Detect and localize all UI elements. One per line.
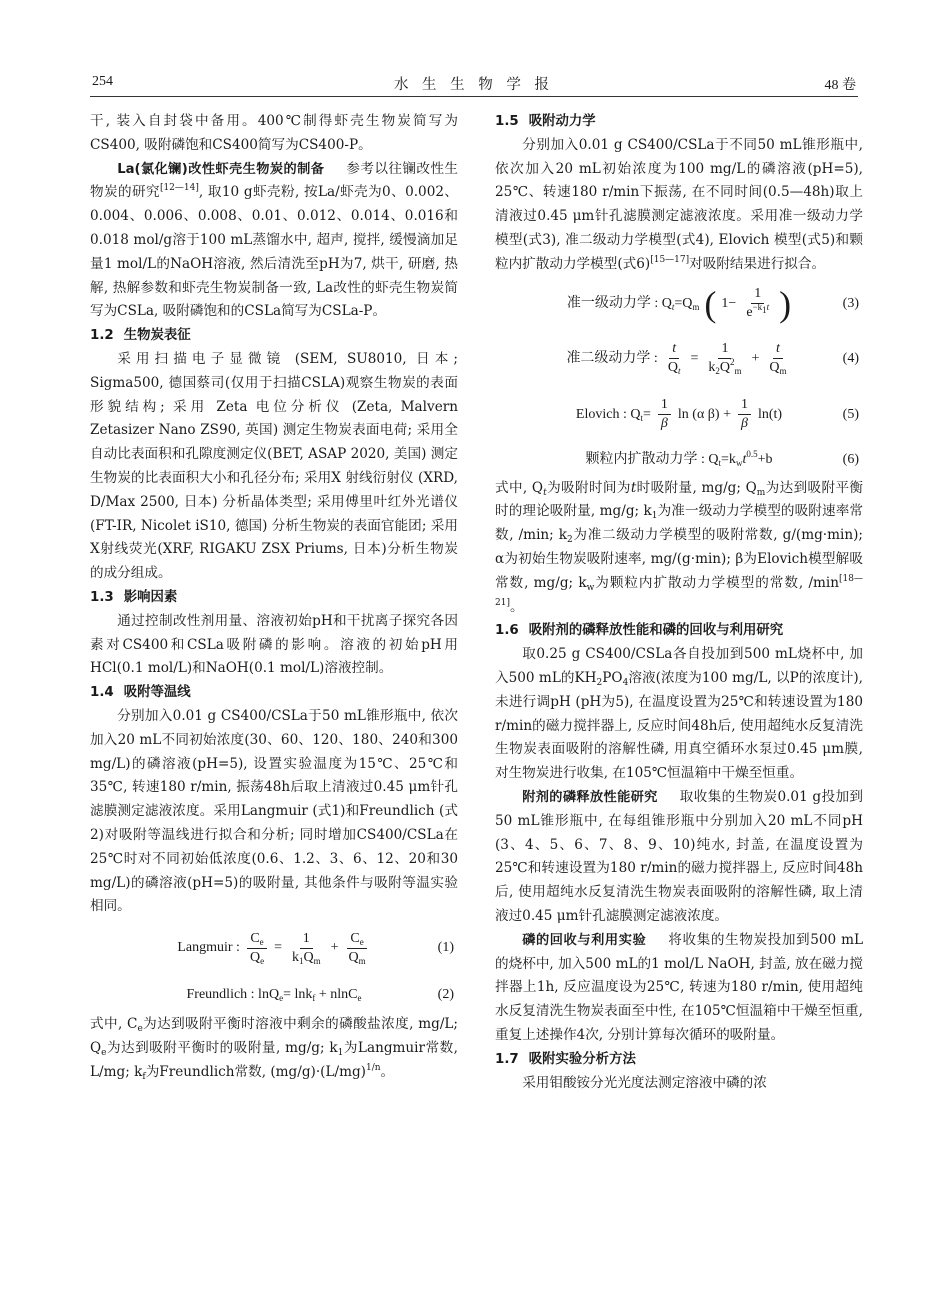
section-heading-1-7: 1.7 吸附实验分析方法: [495, 1051, 636, 1067]
runin-heading-la: La(氯化镧)改性虾壳生物炭的制备: [117, 161, 325, 177]
right-column: [495, 110, 863, 1095]
citation: [15—17]: [650, 254, 690, 265]
paragraph-kinetics-definitions: 式中, $Q_t$为吸附时间为t时吸附量, mg/g; $Q_m$为达到吸附平衡时的理论吸附量, mg/g; $k_1$为准一级动力学模型的吸附速率常数, /min; $k_2$为准二级动力学模型的吸附常数, g/(mg·min); α为初始生物炭吸附速率, mg/(g·min); β为Elovich模型解吸常数, mg/g; $k_w$为颗粒内扩散动力学模型的常数, /min[18—21]。: [495, 479, 864, 615]
paragraph-kinetics: 分别加入0.01 g CS400/CSLa于不同50 mL锥形瓶中, 依次加入20 mL初始浓度为100 mg/L的磷溶液(pH=5), 25℃、转速180 r/min下振荡, 在不同时间(0.5—48h)取上清液过0.45 μm针孔滤膜测定滤液浓度。采用准一级动力学模型(式3), 准二级动力学模型(式4), Elovich 模型(式5)和颗粒内扩散动力学模型(式6)[15—17]对吸附结果进行拟合。: [495, 136, 863, 272]
equation-number: (2): [437, 987, 454, 1003]
paragraph-characterization: 采用扫描电子显微镜 (SEM, SU8010, 日本; Sigma500, 德国蔡司(仅用于扫描CSLA)观察生物炭的表面形貌结构; 采用 Zeta 电位分析仪 (Zeta, Malvern Zetasizer Nano ZS90, 英国) 测定生物炭表面电荷; 采用全自动比表面积和孔隙度测定仪(BET, ASAP 2020, 美国) 测定生物炭的比表面积大小和孔径分布; 采用X 射线衍射仪 (XRD, D/Max 2500, 日本) 分析晶体类型; 采用傅里叶红外光谱仪(FT-IR, Nicolet iS10, 德国) 分析生物炭的表面官能团; 采用X射线荧光(XRF, RIGAKU ZSX Priums, 日本)分析生物炭的成分组成。: [90, 350, 458, 582]
paragraph-factors: 通过控制改性剂用量、溶液初始pH和干扰离子探究各因素对CS400和CSLa吸附磷的影响。溶液的初始pH用HCl(0.1 mol/L)和NaOH(0.1 mol/L)溶液控制。: [90, 612, 458, 677]
equation-5-elovich: Elovich : $Q_t=$ $\frac{1}{\beta}$ ln (α β) + $\frac{1}{\beta}$ ln(t) (5): [575, 397, 859, 432]
section-heading-1-3: 1.3 影响因素: [90, 589, 178, 605]
equation-6-intraparticle-diffusion: 颗粒内扩散动力学 : $Q_t=k_wt^{0.5}+b$ (6): [495, 443, 863, 477]
section-heading-1-5: 1.5 吸附动力学: [495, 114, 596, 129]
equation-2-freundlich: Freundlich : lnQ$_e$= lnk$_f$ + nlnC$_e$ (2): [90, 977, 458, 1013]
paragraph-cs400: 干, 装入自封袋中备用。400℃制得虾壳生物炭简写为CS400, 吸附磷饱和CS400简写为CS400-P。: [90, 113, 458, 153]
equation-number: (6): [842, 451, 859, 467]
paragraph-recovery: 磷的回收与利用实验 将收集的生物炭投加到500 mL的烧杯中, 加入500 mL的1 mol/L NaOH, 封盖, 放在磁力搅拌器上1h, 反应温度设为25℃, 转速为180 r/min, 使用超纯水反复清洗生物炭表面至中性, 在105℃恒温箱中干燥至恒重, 重复上述操作4次, 分别计算每次循环的吸附量。: [495, 931, 864, 1043]
paragraph-phosphorus-release: 取0.25 g CS400/CSLa各自投加到500 mL烧杯中, 加入500 mL的$KH_2PO_4$溶液(浓度为100 mg/L, 以P的浓度计), 未进行调pH (pH为5), 在温度设置为25℃和转速设置为180 r/min的磁力搅拌器上, 反应时间48h后, 使用超纯水反复清洗生物炭表面吸附的溶解性磷, 用真空循环水泵过0.45 μm膜, 对生物炭进行收集, 在105℃恒温箱中干燥至恒重。: [495, 646, 863, 782]
section-heading-1-6: 1.6 吸附剂的磷释放性能和磷的回收与利用研究: [495, 623, 784, 639]
equation-number: (3): [842, 295, 859, 311]
paragraph-analysis-method: 采用钼酸铵分光光度法测定溶液中磷的浓: [522, 1074, 767, 1091]
paragraph-la-preparation: La(氯化镧)改性虾壳生物炭的制备 参考以往镧改性生物炭的研究[12—14], 取10 g虾壳粉, 按La/虾壳为0、0.002、0.004、0.006、0.008、0.01、0.012、0.014、0.016和0.018 mol/g溶于100 mL蒸馏水中, 超声, 搅拌, 缓慢滴加足量1 mol/L的NaOH溶液, 然后清洗至pH为7, 烘干, 研磨, 热解, 热解参数和虾壳生物炭制备一致, La改性的虾壳生物炭简写为CSLa, 吸附磷饱和的CSLa简写为CSLa-P。: [90, 160, 459, 320]
citation: [12—14]: [159, 183, 199, 194]
page-number: 254: [92, 74, 113, 89]
equation-number: (1): [437, 940, 454, 956]
citation: [18—21]: [495, 573, 864, 608]
section-heading-1-2: 1.2 生物炭表征: [90, 328, 191, 344]
paragraph-isotherm-definitions: 式中, $C_e$为达到吸附平衡时溶液中剩余的磷酸盐浓度, mg/L; $Q_e$为达到吸附平衡时的吸附量, mg/g; $k_1$为Langmuir常数, L/mg; $k_f$为Freundlich常数, $(mg/g)\cdot(L/mg)^{1/n}$。: [90, 1016, 458, 1082]
paragraph-isotherm: 分别加入0.01 g CS400/CSLa于50 mL锥形瓶中, 依次加入20 mL不同初始浓度(30、60、120、180、240和300 mg/L)的磷溶液(pH=5), 设置实验温度为15℃、25℃和35℃, 转速180 r/min, 振荡48h后取上清液过0.45 μm针孔滤膜测定滤液浓度。采用Langmuir (式1)和Freundlich (式2)对吸附等温线进行拟合和分析; 同时增加CS400/CSLa在25℃时对不同初始低浓度(0.6、1.2、3、6、12、20和30 mg/L)的磷溶液(pH=5)的吸附量, 其他条件与吸附等温实验相同。: [90, 707, 458, 915]
equation-3-pseudo-first-order: 准一级动力学 : $Q_t=Q_m$ ( 1− $\frac{1}{e^{-k_1t}}$ ) (3): [566, 283, 859, 324]
journal-title: 水 生 生 物 学 报: [393, 77, 555, 93]
equation-4-pseudo-second-order: 准二级动力学 : $\frac{t}{Q_t}$ = $\frac{1}{k_2Q^2_m}$ + $\frac{t}{Q_m}$ (4): [566, 341, 859, 377]
runin-heading-release: 附剂的磷释放性能研究: [522, 789, 658, 805]
equation-1-langmuir: Langmuir : $\frac{C_e}{Q_e}$ = $\frac{1}{k_1Q_m}$ + $\frac{C_e}{Q_m}$ (1): [177, 930, 454, 966]
volume-label: 48 卷: [824, 78, 856, 93]
paragraph-release-performance: 附剂的磷释放性能研究 取收集的生物炭0.01 g投加到50 mL锥形瓶中, 在每组锥形瓶中分别加入20 mL不同pH (3、4、5、6、7、8、9、10)纯水, 封盖, 在温度设置为25℃和转速设置为180 r/min的磁力搅拌器上, 反应时间48h后, 使用超纯水反复清洗生物炭表面吸附的溶解性磷, 取上清液过0.45 μm针孔滤膜测定滤液浓度。: [495, 788, 863, 924]
runin-heading-recovery: 磷的回收与利用实验: [522, 932, 647, 948]
section-heading-1-4: 1.4 吸附等温线: [90, 685, 191, 701]
equation-number: (4): [842, 350, 859, 366]
left-column: [90, 110, 458, 1084]
running-header: [90, 70, 858, 97]
equation-number: (5): [842, 406, 859, 422]
